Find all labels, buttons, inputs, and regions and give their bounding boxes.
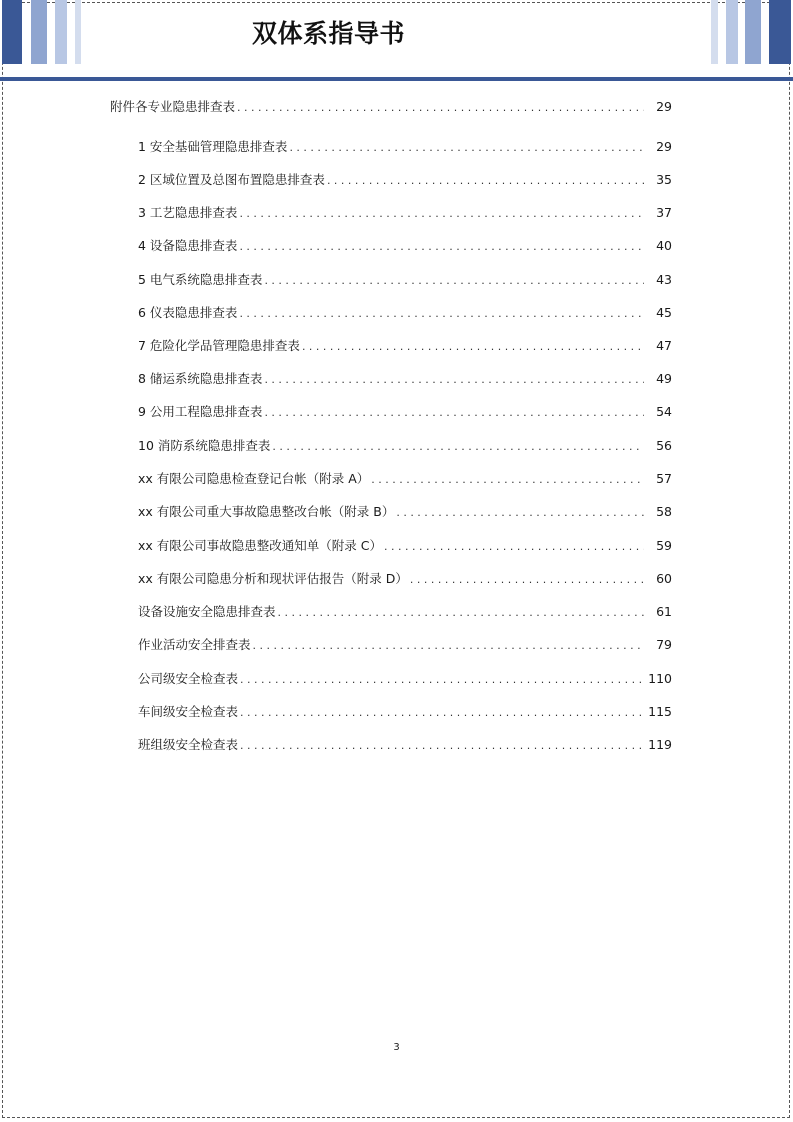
toc-leader-dots [278,603,644,623]
toc-leader-dots [240,670,642,690]
toc-entry[interactable] [138,602,672,622]
toc-page-number: 43 [656,272,672,287]
toc-page-number: 56 [656,438,672,453]
toc-page-number: 58 [656,504,672,519]
toc-leader-dots [384,537,644,557]
toc-page-number: 45 [656,305,672,320]
page-header [0,0,793,82]
header-bar-right-4 [769,0,791,64]
header-bar-left-3 [55,0,67,64]
toc-entry[interactable] [138,402,672,422]
toc-page-number: 119 [648,737,672,752]
toc-entry[interactable] [138,436,672,456]
toc-entry[interactable] [138,203,672,223]
toc-entry-label: 6 仪表隐患排查表 [138,305,238,320]
toc-entry[interactable] [110,97,672,117]
toc-page-number: 115 [648,704,672,719]
toc-leader-dots [264,271,644,291]
header-rule [0,77,793,81]
toc-page-number: 29 [656,99,672,114]
toc-entry[interactable] [138,569,672,589]
toc-leader-dots [327,171,644,191]
toc-entry-label: 车间级安全检查表 [138,704,239,719]
header-bar-right-2 [726,0,738,64]
toc-page-number: 59 [656,538,672,553]
toc-entry-label: 5 电气系统隐患排查表 [138,272,263,287]
toc-entry-label: xx 有限公司事故隐患整改通知单（附录 C） [138,538,382,553]
toc-leader-dots [237,98,644,118]
header-bar-left-1 [2,0,22,64]
toc-page-number: 35 [656,172,672,187]
toc-leader-dots [239,237,644,257]
toc-leader-dots [240,736,642,756]
toc-entry-label: 10 消防系统隐患排查表 [138,438,271,453]
toc-entry[interactable] [138,303,672,323]
toc-leader-dots [272,437,644,457]
toc-page-number: 37 [656,205,672,220]
toc-page-number: 110 [648,671,672,686]
toc-page-number: 49 [656,371,672,386]
toc-leader-dots [396,503,644,523]
toc-page-number: 40 [656,238,672,253]
toc-page-number: 57 [656,471,672,486]
toc-page-number: 54 [656,404,672,419]
header-bar-right-1 [711,0,718,64]
toc-entry[interactable] [138,369,672,389]
toc-leader-dots [410,570,644,590]
toc-entry-label: 7 危险化学品管理隐患排查表 [138,338,300,353]
toc-entry-label: 公司级安全检查表 [138,671,239,686]
toc-entry-label: 9 公用工程隐患排查表 [138,404,263,419]
header-bar-right-3 [745,0,761,64]
toc-entry[interactable] [138,336,672,356]
toc-leader-dots [264,370,644,390]
page-number: 3 [393,1042,400,1053]
toc-entry[interactable] [138,502,672,522]
toc-entry[interactable] [138,170,672,190]
toc-leader-dots [289,138,644,158]
toc-entry-label: xx 有限公司隐患分析和现状评估报告（附录 D） [138,571,408,586]
toc-entry-label: 8 储运系统隐患排查表 [138,371,263,386]
toc-page-number: 47 [656,338,672,353]
toc-entry-label: 2 区域位置及总图布置隐患排查表 [138,172,325,187]
toc-entry-label: 附件各专业隐患排查表 [110,99,236,114]
toc-page-number: 60 [656,571,672,586]
header-bar-left-2 [31,0,47,64]
toc-leader-dots [239,204,644,224]
toc-leader-dots [240,703,642,723]
toc-entry[interactable] [138,702,672,722]
toc-entry-label: 3 工艺隐患排查表 [138,205,238,220]
toc-page-number: 79 [656,637,672,652]
toc-entry[interactable] [138,270,672,290]
toc-leader-dots [371,470,644,490]
toc-entry[interactable] [138,536,672,556]
toc-entry-label: 1 安全基础管理隐患排查表 [138,139,288,154]
toc-entry[interactable] [138,735,672,755]
toc-entry[interactable] [138,137,672,157]
toc-entry-label: xx 有限公司重大事故隐患整改台帐（附录 B） [138,504,395,519]
toc-entry-label: 设备设施安全隐患排查表 [138,604,276,619]
header-bar-left-4 [75,0,81,64]
toc-leader-dots [239,304,644,324]
toc-entry-label: xx 有限公司隐患检查登记台帐（附录 A） [138,471,370,486]
toc-entry-label: 4 设备隐患排查表 [138,238,238,253]
toc-entry-label: 班组级安全检查表 [138,737,239,752]
toc-leader-dots [264,403,644,423]
toc-page-number: 29 [656,139,672,154]
toc-leader-dots [302,337,644,357]
toc-leader-dots [253,636,644,656]
toc-page-number: 61 [656,604,672,619]
toc-entry-label: 作业活动安全排查表 [138,637,251,652]
toc-entry[interactable] [138,635,672,655]
document-title: 双体系指导书 [252,19,406,48]
toc-entry[interactable] [138,236,672,256]
toc-entry[interactable] [138,469,672,489]
toc-entry[interactable] [138,669,672,689]
